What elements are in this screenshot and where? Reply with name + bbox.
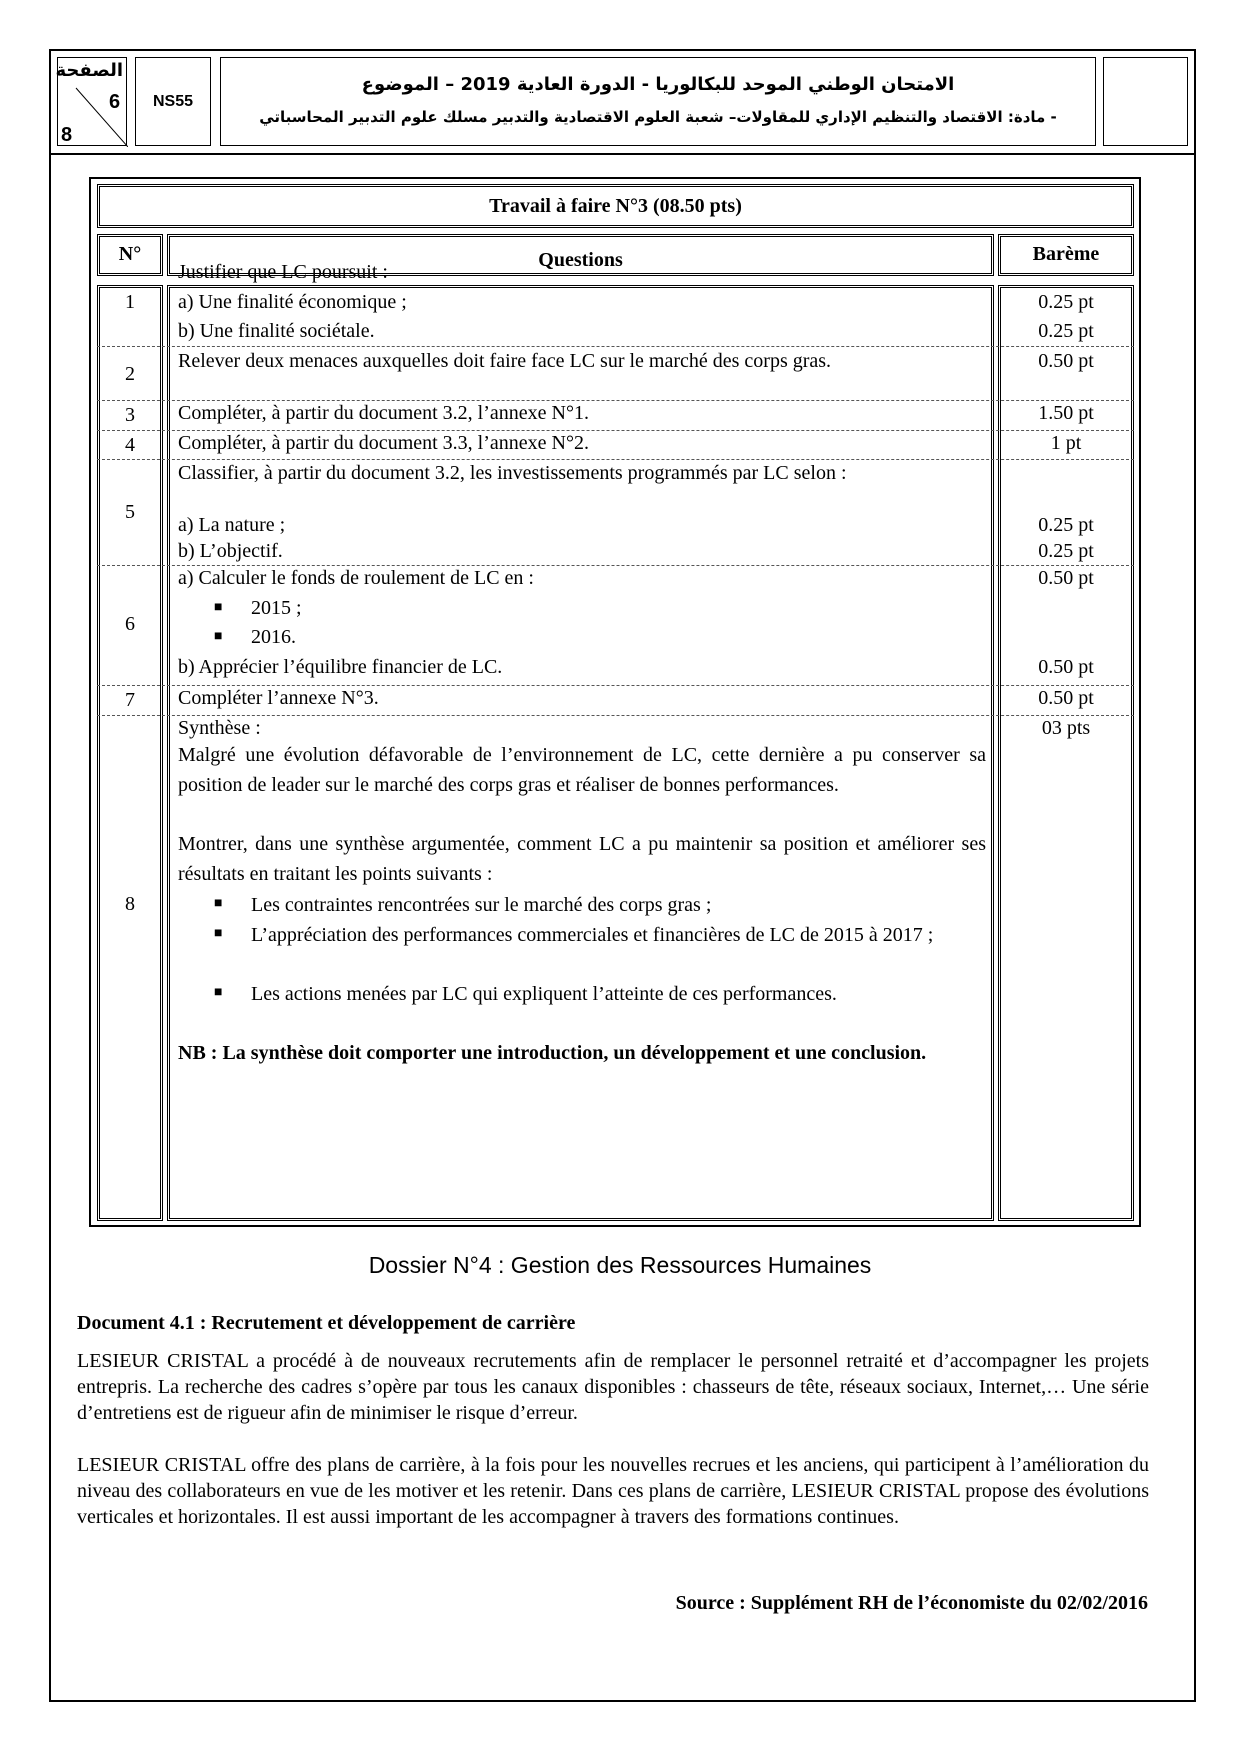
document-paragraph: LESIEUR CRISTAL a procédé à de nouveaux recrutements afin de remplacer le personnel retraité et d’accompagner les projets entrepris. La recherche des cadres s’opère par tous les canaux disponibles : chasseurs de tête, réseaux sociaux, Internet,… Une série d’entretiens est de rigueur afin de minimiser le risque d’erreur. (77, 1350, 1149, 1424)
row-number: 6 (125, 613, 135, 635)
question-line: a) La nature ; (178, 514, 286, 536)
synthesis-point: Les contraintes rencontrées sur le marché des corps gras ; (251, 894, 712, 916)
points-value: 1.50 pt (1038, 402, 1094, 424)
question-text: Relever deux menaces auxquelles doit faire face LC sur le marché des corps gras. (178, 350, 832, 372)
points-value: 0.25 pt (1038, 514, 1094, 536)
row-number: 1 (125, 291, 135, 313)
exam-subject: - مادة: الاقتصاد والتنظيم الإداري للمقاولات– شعبة العلوم الاقتصادية والتدبير مسلك علوم التدبير المحاسباتي (259, 108, 1057, 126)
row-divider (97, 346, 1134, 347)
dossier-title: Dossier N°4 : Gestion des Ressources Humaines (368, 1252, 872, 1278)
question-text: Compléter l’annexe N°3. (178, 687, 379, 709)
document-paragraph: LESIEUR CRISTAL offre des plans de carrière, à la fois pour les nouvelles recrues et les anciens, qui participent à l’amélioration du niveau des collaborateurs en vue de les motiver et les retenir. Dans ces plans de carrière, LESIEUR CRISTAL propose des évolutions verticales et horizontales. Il est aussi important de les accompagner à travers des formations continues. (77, 1454, 1149, 1528)
bullet-icon: ■ (214, 629, 223, 644)
exam-title: الامتحان الوطني الموحد للبكالوريا - الدورة العادية 2019 – الموضوع (361, 74, 955, 95)
document-source: Source : Supplément RH de l’économiste du 02/02/2016 (675, 1592, 1148, 1614)
points-value: 0.50 pt (1038, 656, 1094, 678)
points-value: 03 pts (1041, 717, 1091, 739)
row-number: 4 (125, 434, 135, 456)
page-number-box (57, 57, 127, 146)
row-number: 7 (125, 689, 135, 711)
column-header-bareme: Barème (998, 234, 1134, 276)
bullet-icon: ■ (214, 926, 223, 941)
page-number: 6 (109, 91, 121, 113)
table-title: Travail à faire N°3 (08.50 pts) (97, 184, 1134, 228)
points-value: 0.25 pt (1038, 291, 1094, 313)
row-number: 5 (125, 501, 135, 523)
synthesis-label: Synthèse : (178, 717, 261, 739)
row-number: 2 (125, 363, 135, 385)
points-value: 0.50 pt (1038, 567, 1094, 589)
bullet-icon: ■ (214, 896, 223, 911)
question-text: Compléter, à partir du document 3.2, l’annexe N°1. (178, 402, 589, 424)
column-header-number: N° (97, 234, 163, 276)
row-number: 3 (125, 404, 135, 426)
points-value: 0.50 pt (1038, 350, 1094, 372)
question-line: b) Apprécier l’équilibre financier de LC. (178, 656, 503, 678)
header-separator (49, 153, 1196, 155)
document-title: Document 4.1 : Recrutement et développement de carrière (77, 1312, 576, 1334)
synthesis-point: Les actions menées par LC qui expliquent l’atteinte de ces performances. (251, 983, 837, 1005)
synthesis-note: NB : La synthèse doit comporter une introduction, un développement et une conclusion. (178, 1042, 927, 1064)
question-line: Justifier que LC poursuit : (178, 261, 388, 283)
points-value: 1 pt (1050, 432, 1082, 454)
points-value: 0.50 pt (1038, 687, 1094, 709)
question-line: b) L’objectif. (178, 540, 283, 562)
points-value: 0.25 pt (1038, 540, 1094, 562)
question-line: a) Calculer le fonds de roulement de LC en : (178, 567, 534, 589)
column-header-questions: Questions (167, 234, 994, 276)
bullet-icon: ■ (214, 985, 223, 1000)
row-number: 8 (125, 893, 135, 915)
question-line: b) Une finalité sociétale. (178, 320, 375, 342)
exam-title-box (220, 57, 1096, 146)
points-value: 0.25 pt (1038, 320, 1094, 342)
synthesis-intro: Malgré une évolution défavorable de l’environnement de LC, cette dernière a pu conserver sa position de leader sur le marché des corps gras et réaliser de bonnes performances. (178, 744, 986, 796)
question-line: 2016. (251, 626, 296, 648)
question-line: a) Une finalité économique ; (178, 291, 407, 313)
synthesis-point: L’appréciation des performances commerciales et financières de LC de 2015 à 2017 ; (251, 924, 934, 946)
synthesis-prompt: Montrer, dans une synthèse argumentée, comment LC a pu maintenir sa position et améliorer ses résultats en traitant les points suivants : (178, 833, 986, 885)
exam-code: NS55 (135, 57, 211, 146)
page-label: الصفحة (55, 60, 123, 81)
question-text: Compléter, à partir du document 3.3, l’annexe N°2. (178, 432, 589, 454)
questions-table (89, 177, 1141, 1227)
page-total: 8 (61, 124, 73, 146)
question-text: Classifier, à partir du document 3.2, les investissements programmés par LC selon : (178, 462, 847, 484)
question-line: 2015 ; (251, 597, 302, 619)
bullet-icon: ■ (214, 600, 223, 615)
blank-box (1103, 57, 1188, 146)
